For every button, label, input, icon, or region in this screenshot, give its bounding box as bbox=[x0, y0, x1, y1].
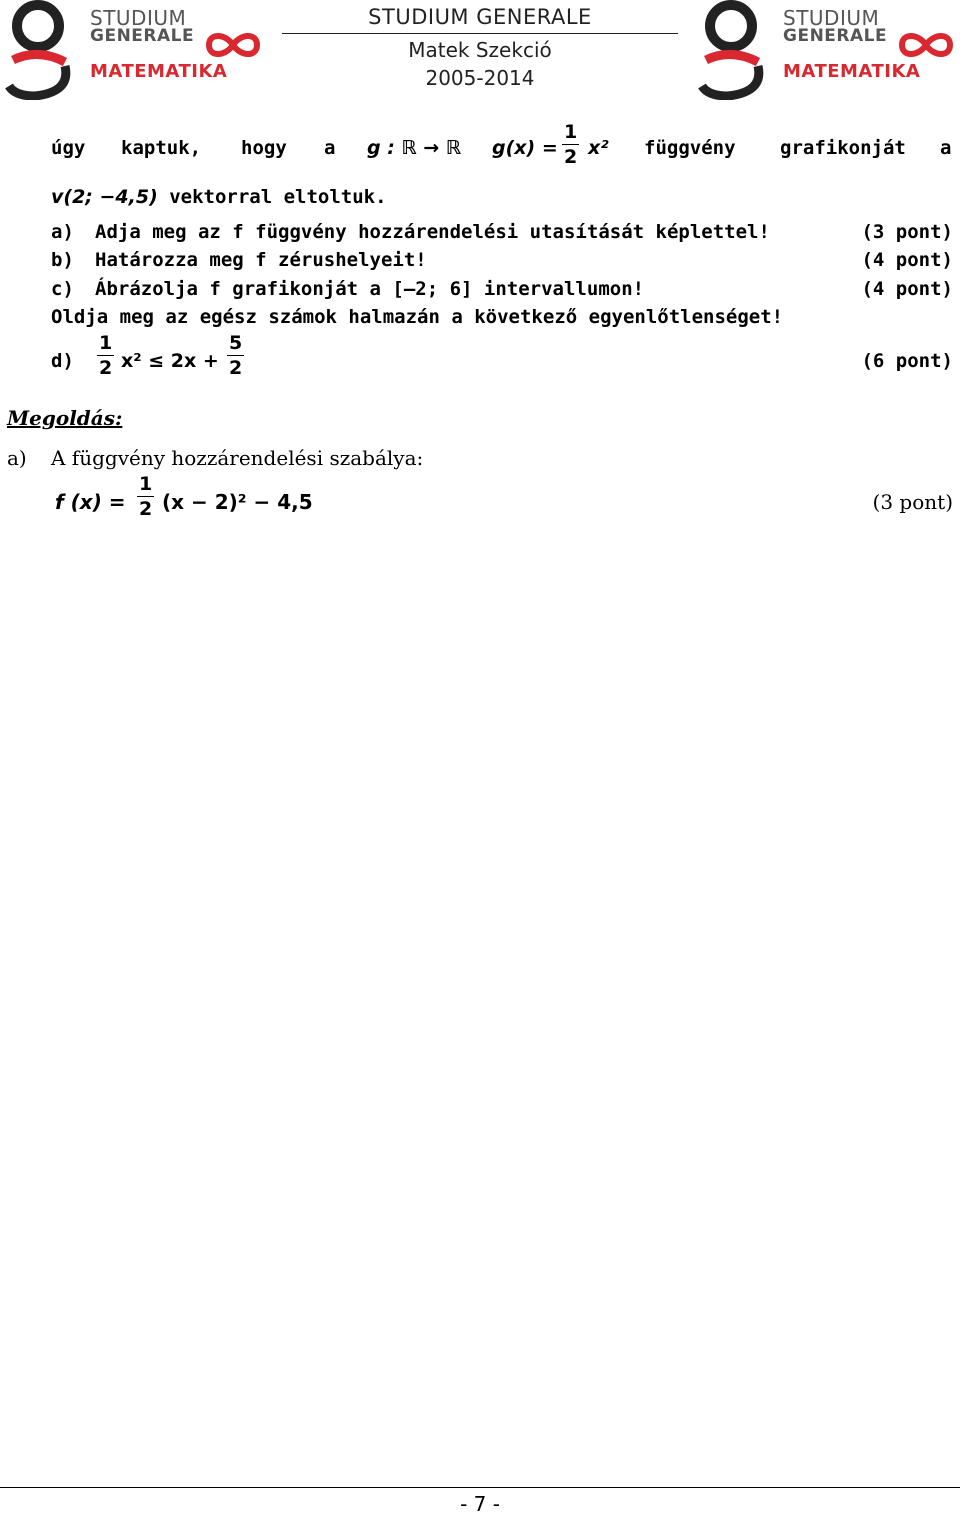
logo-left-line2: GENERALE bbox=[90, 26, 195, 46]
logo-right-line3: MATEMATIKA bbox=[783, 61, 921, 82]
footer-divider bbox=[0, 1487, 960, 1488]
item-points: (6 pont) bbox=[861, 350, 953, 372]
g-definition-left: g(x) = bbox=[492, 137, 558, 159]
vector-rest: vektorral eltoltuk. bbox=[169, 186, 387, 208]
formula-points: (3 pont) bbox=[872, 490, 953, 514]
d-fraction-2 bbox=[227, 334, 244, 378]
formula-fraction-denominator: 2 bbox=[139, 498, 153, 520]
solution-heading: Megoldás: bbox=[7, 406, 123, 430]
logo-left-line1: STUDIUM bbox=[90, 6, 187, 30]
d-fraction-2-numerator: 5 bbox=[229, 332, 243, 354]
item-text: Ábrázolja f grafikonját a [–2; 6] intervallumon! bbox=[95, 278, 645, 300]
header-subtitle: Matek Szekció bbox=[408, 38, 552, 62]
logo-left bbox=[5, 0, 270, 100]
formula-right: (x − 2)² − 4,5 bbox=[162, 490, 313, 514]
task-item-a bbox=[51, 221, 953, 243]
task-item-c bbox=[51, 278, 953, 300]
item-text: Határozza meg f zérushelyeit! bbox=[95, 249, 427, 271]
intro-word: a bbox=[324, 137, 336, 159]
header-divider bbox=[282, 33, 678, 34]
g-definition-right: x² bbox=[588, 137, 609, 159]
vector: v(2; −4,5) bbox=[51, 186, 158, 208]
header-years: 2005-2014 bbox=[425, 66, 535, 90]
intro-word: grafikonját bbox=[780, 137, 906, 159]
item-points: (3 pont) bbox=[861, 221, 953, 243]
task-instruction: Oldja meg az egész számok halmazán a következő egyenlőtlenséget! bbox=[51, 306, 784, 328]
solution-formula bbox=[55, 474, 953, 530]
logo-left-line3: MATEMATIKA bbox=[90, 61, 228, 82]
g-mapping: g : ℝ → ℝ bbox=[367, 137, 462, 159]
header-title: STUDIUM GENERALE bbox=[368, 5, 592, 29]
solution-a-label: a) bbox=[7, 446, 27, 470]
studium-generale-g-logo-icon bbox=[5, 0, 75, 100]
d-fraction-1-denominator: 2 bbox=[99, 357, 113, 379]
d-inequality-middle: x² ≤ 2x + bbox=[121, 350, 219, 372]
infinity-icon bbox=[896, 30, 956, 60]
item-label: d) bbox=[51, 350, 74, 372]
item-label: a) bbox=[51, 221, 74, 243]
task-vector-line bbox=[51, 186, 387, 208]
g-fraction-denominator: 2 bbox=[564, 146, 578, 168]
infinity-icon bbox=[203, 30, 263, 60]
task-item-b bbox=[51, 249, 953, 271]
logo-right bbox=[698, 0, 960, 100]
item-label: b) bbox=[51, 249, 74, 271]
solution-a-text: A függvény hozzárendelési szabálya: bbox=[51, 446, 424, 470]
logo-right-line2: GENERALE bbox=[783, 26, 888, 46]
task-intro-line bbox=[51, 123, 953, 179]
intro-word: hogy bbox=[241, 137, 287, 159]
item-points: (4 pont) bbox=[861, 278, 953, 300]
item-points: (4 pont) bbox=[861, 249, 953, 271]
formula-fraction bbox=[137, 475, 154, 519]
d-fraction-1-numerator: 1 bbox=[99, 332, 113, 354]
intro-word: úgy bbox=[51, 137, 86, 159]
page-number: - 7 - bbox=[460, 1492, 500, 1516]
logo-right-line1: STUDIUM bbox=[783, 6, 880, 30]
item-label: c) bbox=[51, 278, 74, 300]
studium-generale-g-logo-icon bbox=[698, 0, 768, 100]
task-item-d bbox=[51, 334, 953, 390]
g-fraction bbox=[562, 123, 579, 167]
intro-word: függvény bbox=[644, 137, 736, 159]
g-fraction-numerator: 1 bbox=[564, 121, 578, 143]
intro-word: a bbox=[940, 137, 952, 159]
d-fraction-1 bbox=[97, 334, 114, 378]
intro-word: kaptuk, bbox=[121, 137, 202, 159]
formula-left: f (x) = bbox=[55, 490, 126, 514]
formula-fraction-numerator: 1 bbox=[139, 473, 153, 495]
item-text: Adja meg az f függvény hozzárendelési utasítását képlettel! bbox=[95, 221, 770, 243]
d-fraction-2-denominator: 2 bbox=[229, 357, 243, 379]
